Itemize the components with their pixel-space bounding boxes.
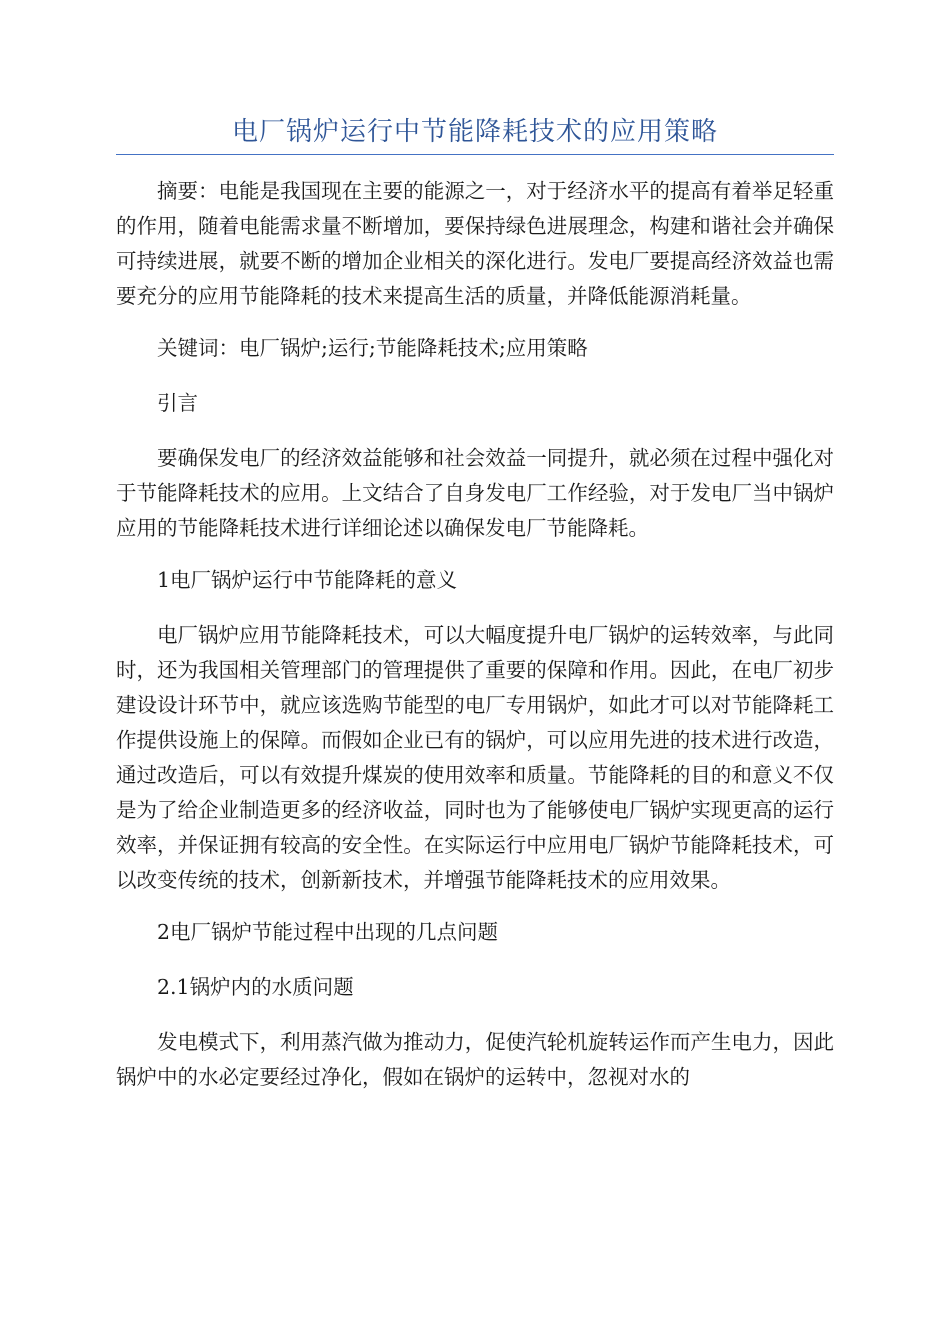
section2-1-paragraph: 发电模式下，利用蒸汽做为推动力，促使汽轮机旋转运作而产生电力，因此锅炉中的水必定要经过净化，假如在锅炉的运转中，忽视对水的 xyxy=(116,1030,834,1089)
section1-heading: 1电厂锅炉运行中节能降耗的意义 xyxy=(157,568,458,592)
section2-1-heading: 2.1锅炉内的水质问题 xyxy=(157,975,354,999)
section2-heading: 2电厂锅炉节能过程中出现的几点问题 xyxy=(157,920,499,944)
document-body xyxy=(116,174,834,1112)
abstract-paragraph: 摘要：电能是我国现在主要的能源之一，对于经济水平的提高有着举足轻重的作用，随着电能需求量不断增加，要保持绿色进展理念，构建和谐社会并确保可持续进展，就要不断的增加企业相关的深化进行。发电厂要提高经济效益也需要充分的应用节能降耗的技术来提高生活的质量，并降低能源消耗量。 xyxy=(116,179,834,308)
document-title: 电厂锅炉运行中节能降耗技术的应用策略 xyxy=(231,117,718,147)
intro-paragraph: 要确保发电厂的经济效益能够和社会效益一同提升，就必须在过程中强化对于节能降耗技术的应用。上文结合了自身发电厂工作经验，对于发电厂当中锅炉应用的节能降耗技术进行详细论述以确保发电厂节能降耗。 xyxy=(116,446,834,540)
title-underline xyxy=(116,154,834,155)
keywords-line: 关键词：电厂锅炉;运行;节能降耗技术;应用策略 xyxy=(157,336,588,360)
intro-heading: 引言 xyxy=(157,391,198,415)
section1-paragraph: 电厂锅炉应用节能降耗技术，可以大幅度提升电厂锅炉的运转效率，与此同时，还为我国相关管理部门的管理提供了重要的保障和作用。因此，在电厂初步建设设计环节中，就应该选购节能型的电厂专用锅炉，如此才可以对节能降耗工作提供设施上的保障。而假如企业已有的锅炉，可以应用先进的技术进行改造，通过改造后，可以有效提升煤炭的使用效率和质量。节能降耗的目的和意义不仅是为了给企业制造更多的经济收益，同时也为了能够使电厂锅炉实现更高的运行效率，并保证拥有较高的安全性。在实际运行中应用电厂锅炉节能降耗技术，可以改变传统的技术，创新新技术，并增强节能降耗技术的应用效果。 xyxy=(116,623,834,892)
